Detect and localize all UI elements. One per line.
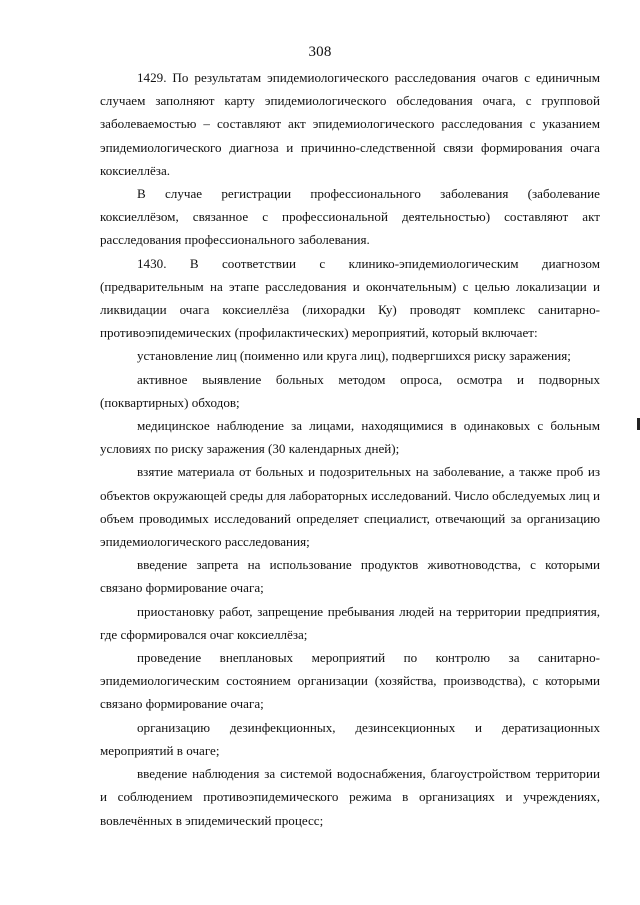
list-item-disinfection: организацию дезинфекционных, дезинсекционных и дератизационных мероприятий в очаге;: [100, 719, 600, 758]
list-item-medical-observation: медицинское наблюдение за лицами, находящимися в одинаковых с больным условиях по риску заражения (30 календарных дней);: [100, 418, 600, 457]
paragraph-professional-disease: В случае регистрации профессионального заболевания (заболевание коксиеллёзом, связанное с профессиональной деятельностью) составляют акт расследования профессионального заболевания.: [100, 186, 600, 248]
paragraph-1429: 1429. По результатам эпидемиологического расследования очагов с единичным случаем заполняют карту эпидемиологического обследования очага, с групповой заболеваемостью – составляют акт эпидемиологического расследования с указанием эпидемиологического диагноза и причинно-следственной связи формирования очага коксиеллёза.: [100, 70, 600, 178]
list-item-unscheduled-control: проведение внеплановых мероприятий по контролю за санитарно-эпидемиологическим состоянием организации (хозяйства, производства), с которыми связано формирование очага;: [100, 650, 600, 712]
page-number: 308: [308, 44, 332, 60]
page-body: [100, 66, 600, 832]
list-item-active-detection: активное выявление больных методом опроса, осмотра и подворных (поквартирных) обходов;: [100, 371, 600, 410]
list-item-sampling: взятие материала от больных и подозрительных на заболевание, а также проб из объектов окружающей среды для лабораторных исследований. Число обследуемых лиц и объем проводимых исследований определяет специалист, отвечающий за организацию эпидемиологического расследования;: [100, 464, 600, 550]
paragraph-1430: 1430. В соответствии с клинико-эпидемиологическим диагнозом (предварительным на этапе расследования и окончательным) с целью локализации и ликвидации очага коксиеллёза (лихорадки Ку) проводят комплекс санитарно-противоэпидемических (профилактических) мероприятий, который включает:: [100, 255, 600, 341]
list-item-identify-persons: установление лиц (поименно или круга лиц), подвергшихся риску заражения;: [137, 348, 571, 364]
list-item-suspend-work: приостановку работ, запрещение пребывания людей на территории предприятия, где сформировался очаг коксиеллёза;: [100, 603, 600, 642]
list-item-ban-livestock-products: введение запрета на использование продуктов животноводства, с которыми связано формирование очага;: [100, 557, 600, 596]
list-item-water-supply-monitoring: введение наблюдения за системой водоснабжения, благоустройством территории и соблюдением противоэпидемического режима в организациях и учреждениях, вовлечённых в эпидемический процесс;: [100, 766, 600, 828]
